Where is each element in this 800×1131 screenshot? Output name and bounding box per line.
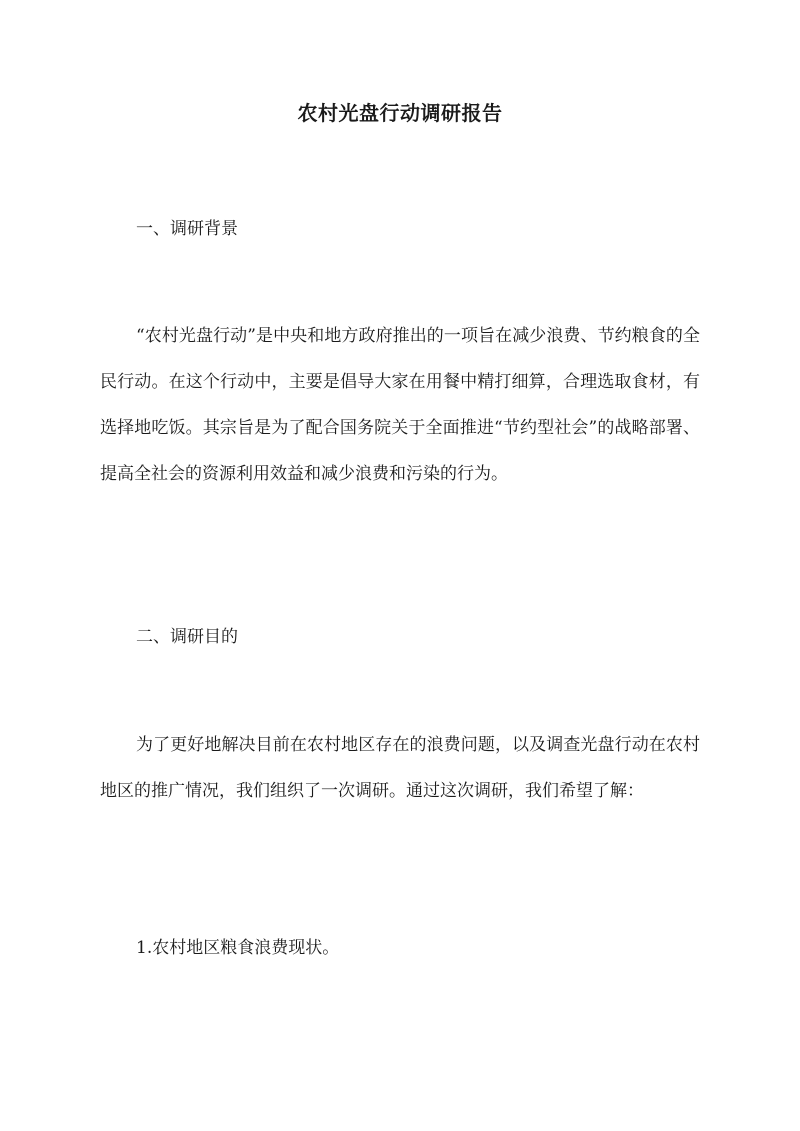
section-heading-background: 一、调研背景 [136,219,238,239]
list-item: 1.农村地区粮食浪费现状。 [136,938,340,958]
paragraph-purpose: 为了更好地解决目前在农村地区存在的浪费问题，以及调查光盘行动在农村地区的推广情况，我们组织了一次调研。通过这次调研，我们希望了解： [100,735,700,801]
page-title: 农村光盘行动调研报告 [297,101,503,125]
paragraph-background: “农村光盘行动”是中央和地方政府推出的一项旨在减少浪费、节约粮食的全民行动。在这个行动中，主要是倡导大家在用餐中精打细算，合理选取食材，有选择地吃饭。其宗旨是为了配合国务院关于全面推进“节约型社会”的战略部署、提高全社会的资源利用效益和减少浪费和污染的行为。 [100,326,700,484]
section-heading-purpose: 二、调研目的 [136,627,238,647]
